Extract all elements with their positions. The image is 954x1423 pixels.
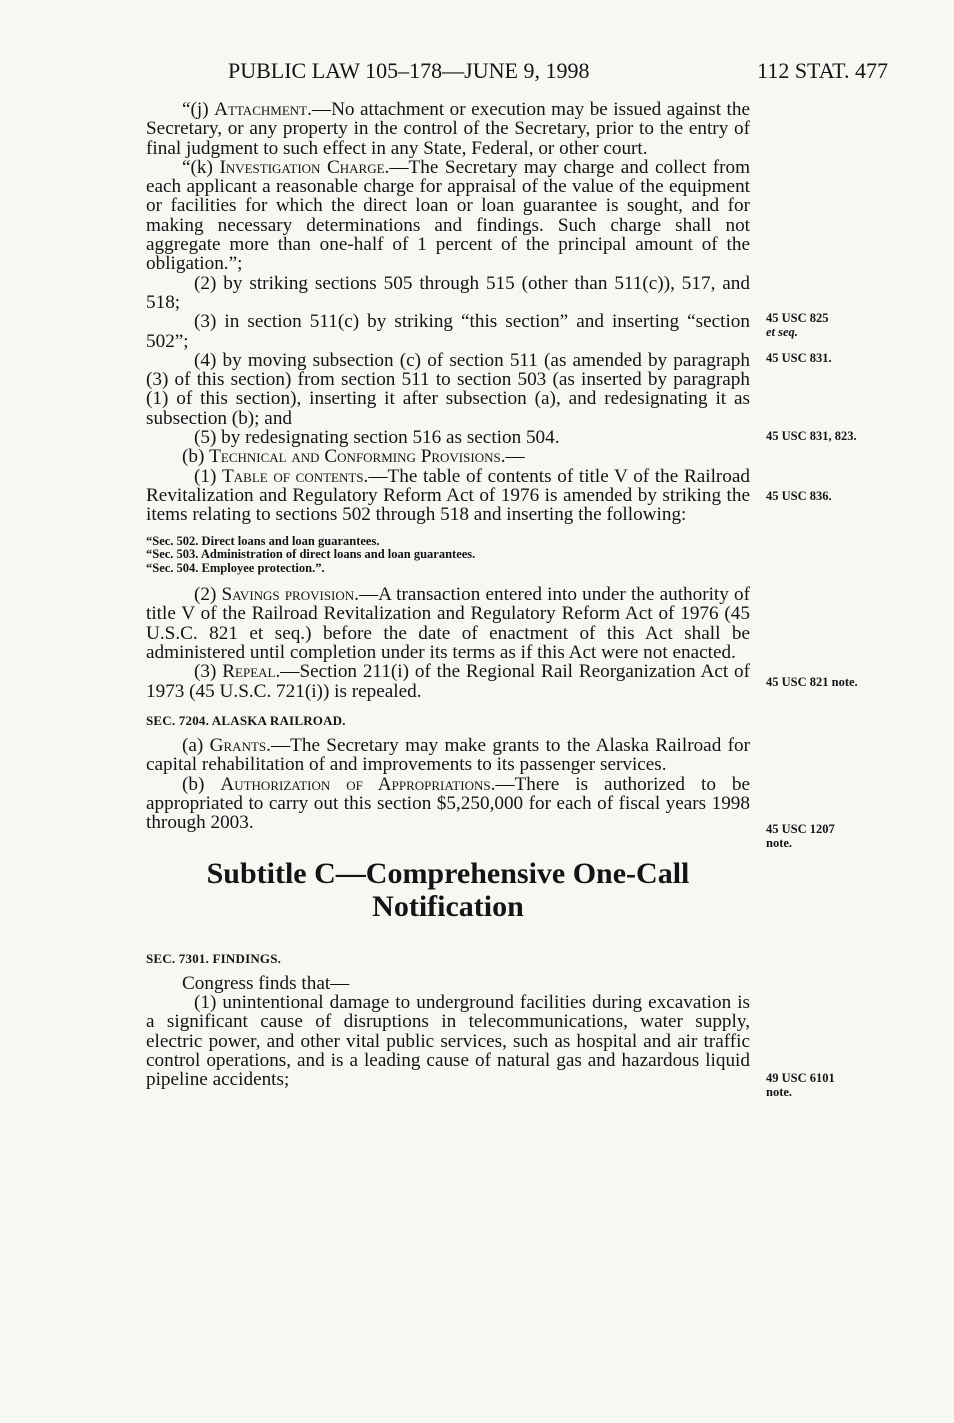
subtitle-heading: Subtitle C—Comprehensive One-Call Notification [206, 856, 690, 923]
paragraph-text: —Section 211(i) of the Regional Rail Reorganization Act of 1973 (45 U.S.C. 721(i)) is repealed. [146, 661, 751, 702]
paragraph-7301-intro: Congress finds that— [182, 972, 350, 994]
paragraph-4-moving-subsection: (4) by moving subsection (c) of section 511 (as amended by paragraph (3) of this section) from section 511 to section 503 (as inserted by paragraph (1) of this section), inserting it after subsection (a), and redesignating it as subsection (b); and [146, 349, 750, 429]
toc-item: “Sec. 502. Direct loans and loan guarantees. [146, 533, 380, 548]
margin-note-45usc821: 45 USC 821 note. [766, 675, 858, 689]
paragraph-number: “(j) [182, 99, 215, 120]
margin-note-line: 45 USC 1207 [766, 822, 835, 836]
paragraph-text: —The Secretary may make grants to the Alaska Railroad for capital rehabilitation of and improvements to its passenger services. [146, 735, 751, 776]
paragraph-number: (3) [194, 661, 223, 683]
paragraph-7301-finding-1: (1) unintentional damage to underground facilities during excavation is a significant cause of disruptions in telecommunications, water supply, electric power, and other vital public services, such as hospital and air traffic control operations, and is a leading cause of natural gas and hazardous liquid pipeline accidents; [146, 992, 750, 1091]
paragraph-b3-repeal [146, 662, 750, 701]
paragraph-text: —A transaction entered into under the authority of title V of the Railroad Revitalization and Regulatory Reform Act of 1976 (45 U.S.C. 821 et seq.) before the date of enactment of this Act shall be administered until completion under its terms as if this Act were not enacted. [146, 584, 751, 663]
margin-note-45usc825 [766, 311, 886, 339]
paragraph-number: (a) [182, 735, 210, 757]
section-heading-7204: SEC. 7204. ALASKA RAILROAD. [146, 712, 346, 728]
paragraph-b2-savings-provision [146, 585, 750, 662]
paragraph-caption: Savings provision. [221, 584, 359, 606]
paragraph-j-attachment [146, 100, 750, 158]
running-header [0, 58, 954, 92]
paragraph-3-section-511c: (3) in section 511(c) by striking “this section” and inserting “section 502”; [146, 311, 750, 352]
paragraph-text: —No attachment or execution may be issued against the Secretary, or any property in the control of the Secretary, prior to the entry of final judgment to such effect in any State, Federal, or other court. [146, 99, 750, 159]
paragraph-b1-table-of-contents [146, 467, 750, 525]
paragraph-caption: Repeal. [222, 661, 281, 683]
margin-note-line: 49 USC 6101 [766, 1071, 835, 1085]
paragraph-b-technical-conforming [146, 447, 750, 466]
paragraph-text: —The Secretary may charge and collect from each applicant a reasonable charge for appraisal of the value of the equipment or facilities for which the direct loan or loan guarantee is sought, and for making necessary determinations and findings. Such charge shall not aggregate more than one-half of 1 percent of the principal amount of the obligation.”; [146, 156, 750, 275]
paragraph-text: —There is authorized to be appropriated to carry out this section $5,250,000 for each of fiscal years 1998 through 2003. [146, 773, 751, 834]
toc-item: “Sec. 503. Administration of direct loans and loan guarantees. [146, 547, 476, 562]
paragraph-caption: Technical and Conforming Provisions. [209, 446, 506, 468]
paragraph-number: (b) [182, 773, 221, 795]
header-stat-page: 112 STAT. 477 [757, 58, 888, 83]
toc-insert-block [146, 535, 750, 576]
margin-note-45usc831: 45 USC 831. [766, 351, 832, 365]
main-text-column [146, 100, 750, 1090]
paragraph-7204a-grants [146, 736, 750, 775]
margin-note-line: note. [766, 1085, 793, 1099]
paragraph-number: (1) [194, 465, 223, 487]
section-heading-7301: SEC. 7301. FINDINGS. [146, 950, 282, 966]
margin-note-line: et seq. [766, 325, 798, 339]
paragraph-caption: Authorization of Appropriations. [220, 773, 496, 795]
paragraph-caption: Investigation Charge. [219, 156, 390, 178]
margin-note-45usc1207 [766, 822, 886, 850]
margin-note-line: note. [766, 836, 793, 850]
paragraph-caption: Grants. [209, 735, 271, 757]
paragraph-number: (b) [182, 446, 210, 468]
paragraph-text: —The table of contents of title V of the Railroad Revitalization and Regulatory Reform Act of 1976 is amended by striking the items relating to sections 502 through 518 and inserting the following: [146, 465, 751, 526]
margin-note-line: 45 USC 825 [766, 311, 829, 325]
header-law-citation: PUBLIC LAW 105–178—JUNE 9, 1998 [228, 58, 590, 83]
paragraph-k-investigation-charge [146, 158, 750, 274]
paragraph-caption: Attachment. [214, 99, 312, 120]
paragraph-caption: Table of contents. [222, 465, 369, 487]
margin-note-45usc836: 45 USC 836. [766, 489, 832, 503]
paragraph-5-redesignating: (5) by redesignating section 516 as section 504. [194, 427, 560, 449]
paragraph-number: (2) [194, 584, 222, 606]
margin-note-49usc6101 [766, 1071, 886, 1099]
toc-item: “Sec. 504. Employee protection.”. [146, 560, 325, 575]
paragraph-7204b-appropriations [146, 775, 750, 833]
paragraph-2-striking-sections: (2) by striking sections 505 through 515 (other than 511(c)), 517, and 518; [146, 272, 750, 313]
paragraph-text: — [505, 446, 525, 468]
paragraph-number: “(k) [182, 156, 220, 178]
margin-note-45usc831-823: 45 USC 831, 823. [766, 429, 857, 443]
